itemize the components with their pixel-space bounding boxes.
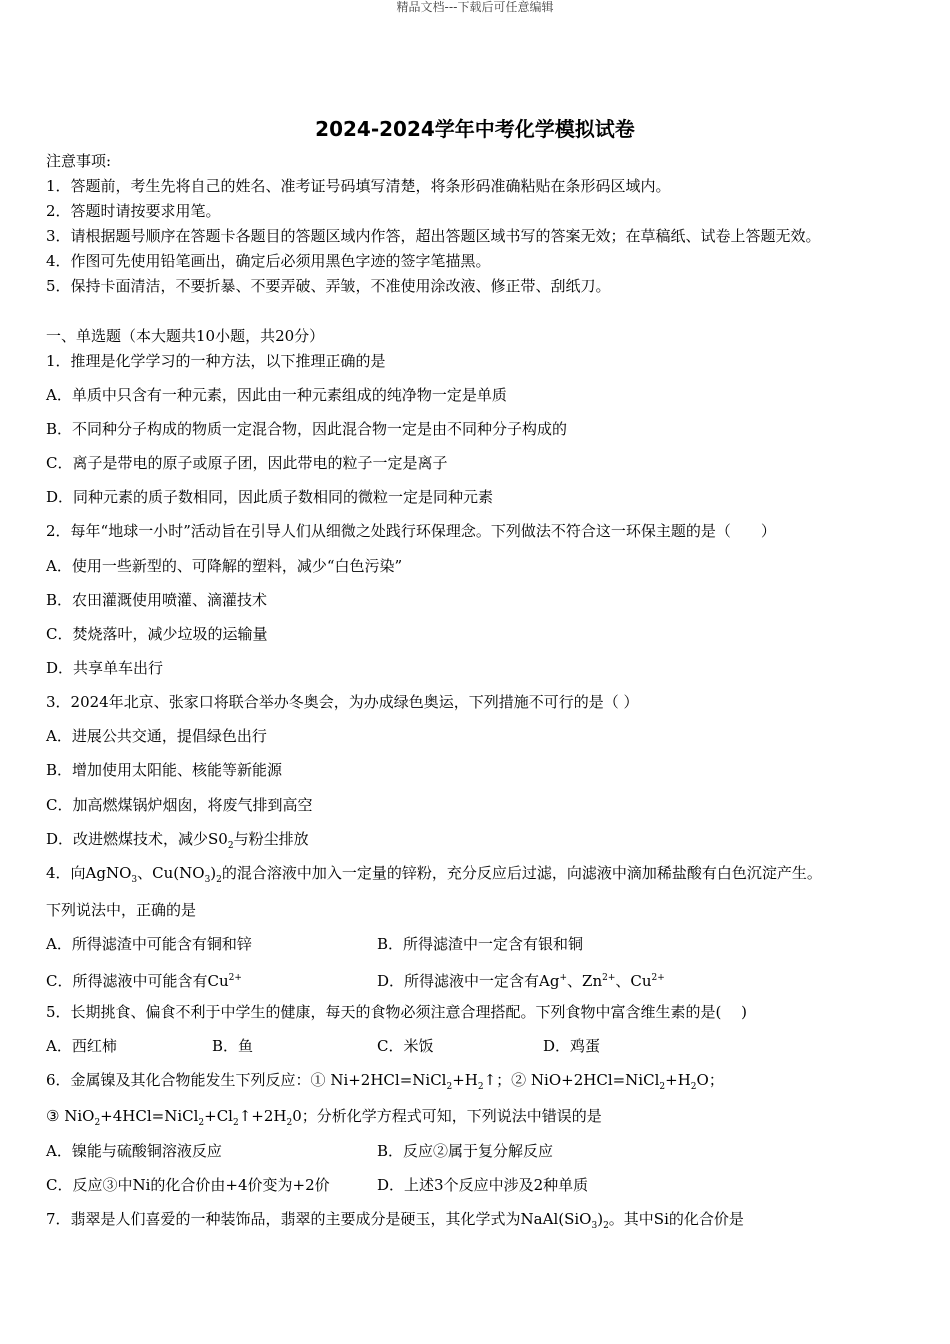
subscript: 2 [227,841,234,851]
notice-item: 3．请根据题号顺序在答题卡各题目的答题区域内作答，超出答题区域书写的答案无效；在草稿纸、试卷上答题无效。 [46,227,821,245]
subscript: 3 [204,875,211,885]
q3-option-a: A．进展公共交通，提倡绿色出行 [46,727,267,745]
question-3-stem: 3．2024年北京、张家口将联合举办冬奥会，为办成绿色奥运，下列措施不可行的是（ ） [46,693,639,711]
superscript: 2+ [602,973,616,983]
q1-option-a: A．单质中只含有一种元素，因此由一种元素组成的纯净物一定是单质 [46,386,507,404]
text-fragment: +H [452,1071,478,1089]
subscript: 3 [591,1221,598,1231]
q2-option-d: D．共享单车出行 [46,659,164,677]
q5-option-b: B．鱼 [212,1037,254,1055]
q6-option-a: A．镍能与硫酸铜溶液反应 [46,1142,222,1160]
notice-item: 1．答题前，考生先将自己的姓名、准考证号码填写清楚，将条形码准确粘贴在条形码区域内。 [46,177,671,195]
text-fragment: ↑+2H [238,1107,287,1125]
q1-option-c: C．离子是带电的原子或原子团，因此带电的粒子一定是离子 [46,454,448,472]
page-header-note: 精品文档---下载后可任意编辑 [396,0,554,14]
q5-option-a: A．西红柿 [46,1037,117,1055]
q2-option-c: C．焚烧落叶，减少垃圾的运输量 [46,625,268,643]
text-fragment: C．所得滤液中可能含有Cu [46,972,229,990]
subscript: 2 [690,1082,697,1092]
text-fragment: 、Zn [567,972,603,990]
q2-option-b: B．农田灌溉使用喷灌、滴灌技术 [46,591,268,609]
q1-option-d: D．同种元素的质子数相同，因此质子数相同的微粒一定是同种元素 [46,488,494,506]
q6-option-d: D．上述3个反应中涉及2种单质 [377,1176,589,1194]
subscript: 2 [216,875,222,885]
text-fragment: +Cl [204,1107,233,1125]
text-fragment: +H [665,1071,691,1089]
superscript: 2+ [228,973,242,983]
text-fragment: +4HCl=NiCl [100,1107,199,1125]
q3-option-c: C．加高燃煤锅炉烟囱，将废气排到高空 [46,796,313,814]
q5-option-c: C．米饭 [377,1037,434,1055]
question-5-stem: 5．长期挑食、偏食不利于中学生的健康，每天的食物必须注意合理搭配。下列食物中富含维生素的是( ) [46,1003,748,1021]
text-fragment: D．改进燃煤技术，减少S0 [46,830,228,848]
exam-title: 2024-2024学年中考化学模拟试卷 [315,117,635,141]
notice-heading: 注意事项: [46,152,112,170]
text-fragment: 、Cu(NO [137,864,205,882]
q4-option-c [46,968,242,991]
subscript: 3 [131,875,138,885]
text-fragment: 7．翡翠是人们喜爱的一种装饰品，翡翠的主要成分是硬玉，其化学式为NaAl(SiO [46,1210,592,1228]
text-fragment: ③ NiO [46,1107,95,1125]
q6-option-c: C．反应③中Ni的化合价由+4价变为+2价 [46,1176,330,1194]
subscript: 2 [659,1082,666,1092]
question-4-stem-line2: 下列说法中，正确的是 [46,901,197,919]
text-fragment: 6．金属镍及其化合物能发生下列反应：① Ni+2HCl=NiCl [46,1071,447,1089]
text-fragment: O； [696,1071,724,1089]
q3-option-d [46,829,309,856]
question-6-stem-line2 [46,1106,602,1133]
q6-option-b: B．反应②属于复分解反应 [377,1142,554,1160]
text-fragment: 的混合溶液中加入一定量的锌粉，充分反应后过滤，向滤液中滴加稀盐酸有白色沉淀产生。 [221,864,822,882]
q3-option-b: B．增加使用太阳能、核能等新能源 [46,761,283,779]
question-1-stem: 1．推理是化学学习的一种方法，以下推理正确的是 [46,352,386,370]
q4-option-d [377,968,665,991]
notice-item: 2．答题时请按要求用笔。 [46,202,221,220]
subscript: 2 [198,1118,205,1128]
q1-option-b: B．不同种分子构成的物质一定混合物，因此混合物一定是由不同种分子构成的 [46,420,568,438]
text-fragment: ↑；② NiO+2HCl=NiCl [483,1071,660,1089]
q4-option-a: A．所得滤渣中可能含有铜和锌 [46,935,252,953]
section-heading: 一、单选题（本大题共10小题，共20分） [46,327,325,345]
text-fragment: 4．向AgNO [46,864,132,882]
q5-option-d: D．鸡蛋 [543,1037,601,1055]
text-fragment: ) [210,864,217,882]
subscript: 2 [94,1118,101,1128]
notice-item: 4．作图可先使用铅笔画出，确定后必须用黑色字迹的签字笔描黑。 [46,252,491,270]
question-2-stem: 2．每年“地球一小时”活动旨在引导人们从细微之处践行环保理念。下列做法不符合这一环保主题的是（ ） [46,522,776,540]
notice-item: 5．保持卡面清洁，不要折暴、不要弄破、弄皱，不准使用涂改液、修正带、刮纸刀。 [46,277,611,295]
text-fragment: 0；分析化学方程式可知，下列说法中错误的是 [292,1107,602,1125]
question-4-stem [46,863,822,890]
q4-option-b: B．所得滤渣中一定含有银和铜 [377,935,584,953]
subscript: 2 [477,1082,484,1092]
subscript: 2 [286,1118,293,1128]
subscript: 2 [446,1082,453,1092]
superscript: + [559,973,568,983]
question-6-stem [46,1070,724,1097]
q2-option-a: A．使用一些新型的、可降解的塑料，减少“白色污染” [46,557,403,575]
text-fragment: 。其中Si的化合价是 [608,1210,744,1228]
question-7-stem [46,1209,744,1236]
subscript: 2 [603,1221,609,1231]
text-fragment: 、Cu [615,972,652,990]
text-fragment: ) [597,1210,604,1228]
text-fragment: 与粉尘排放 [233,830,309,848]
superscript: 2+ [651,973,665,983]
text-fragment: D．所得滤液中一定含有Ag [377,972,560,990]
subscript: 2 [232,1118,239,1128]
